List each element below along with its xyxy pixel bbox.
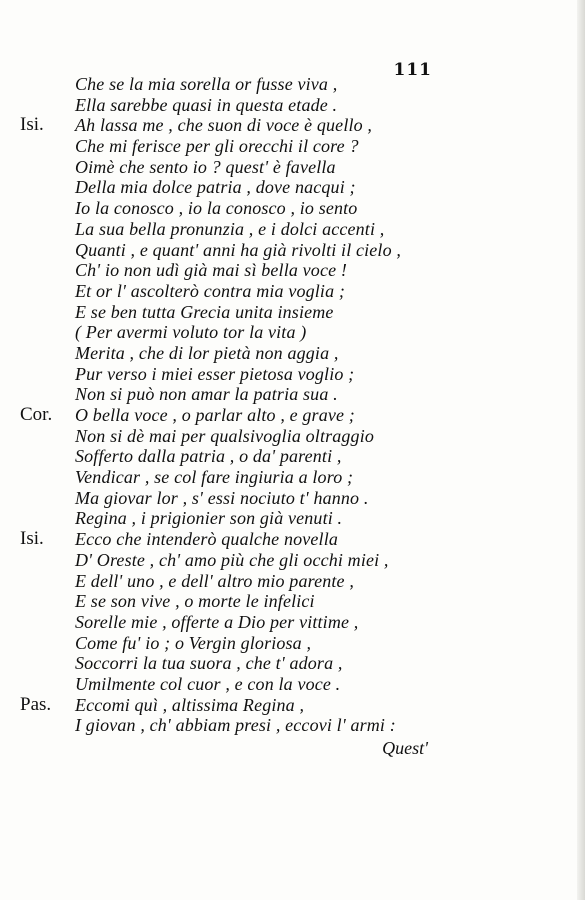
verse-text: Non si dè mai per qualsivoglia oltraggio [75, 425, 375, 446]
verse-line [20, 302, 460, 323]
verse-text: Umilmente col cuor , e con la voce . [75, 673, 341, 694]
verse-text: E se ben tutta Grecia unita insieme [75, 301, 334, 322]
verse-text: Ah lassa me , che suon di voce è quello , [75, 115, 373, 136]
verse-text: Vendicar , se col fare ingiuria a loro ; [75, 467, 354, 488]
verse-text: Ecco che intenderò qualche novella [75, 529, 338, 550]
verse-line [20, 612, 460, 633]
speaker-label: Pas. [20, 693, 52, 715]
verse-line [20, 529, 460, 550]
verse-line [20, 260, 460, 281]
verse-text: Che mi ferisce per gli orecchi il core ? [75, 136, 359, 157]
verse-line [20, 198, 460, 219]
verse-line [20, 653, 460, 674]
verse-text: Ma giovar lor , s' essi nociuto t' hanno . [75, 487, 369, 508]
verse-text: Pur verso i miei esser pietosa voglio ; [75, 363, 355, 384]
verse-text-block [20, 74, 460, 736]
verse-text: Non si può non amar la patria sua . [75, 384, 338, 405]
verse-line [20, 591, 460, 612]
verse-text: Sofferto dalla patria , o da' parenti , [75, 446, 342, 467]
page-binding-edge [577, 0, 585, 900]
verse-line [20, 177, 460, 198]
verse-text: Regina , i prigionier son già venuti . [75, 508, 343, 529]
verse-line [20, 364, 460, 385]
catchword: Quest' [382, 738, 428, 758]
verse-line [20, 426, 460, 447]
verse-text: Soccorri la tua suora , che t' adora , [75, 653, 343, 674]
verse-line [20, 343, 460, 364]
verse-line [20, 446, 460, 467]
verse-text: Sorelle mie , offerte a Dio per vittime , [75, 611, 359, 632]
page-number: 111 [393, 60, 432, 80]
verse-line [20, 157, 460, 178]
verse-text: Che se la mia sorella or fusse viva , [75, 74, 338, 94]
verse-text: Ch' io non udì già mai sì bella voce ! [75, 260, 348, 281]
verse-line [20, 674, 460, 695]
verse-line [20, 136, 460, 157]
verse-line [20, 384, 460, 405]
verse-line [20, 550, 460, 571]
verse-line [20, 115, 460, 136]
verse-line [20, 633, 460, 654]
speaker-label: Isi. [20, 114, 44, 136]
verse-text: Come fu' io ; o Vergin gloriosa , [75, 632, 312, 653]
verse-text: O bella voce , o parlar alto , e grave ; [75, 405, 355, 425]
verse-line [20, 467, 460, 488]
verse-line [20, 571, 460, 592]
verse-text: Merita , che di lor pietà non aggia , [75, 342, 339, 363]
verse-line [20, 95, 460, 116]
verse-text: E se son vive , o morte le infelici [75, 591, 315, 612]
verse-line [20, 488, 460, 509]
verse-line [20, 715, 460, 736]
speaker-label: Cor. [20, 404, 53, 425]
verse-text: E dell' uno , e dell' altro mio parente , [75, 570, 354, 591]
verse-line [20, 322, 460, 343]
verse-text: Della mia dolce patria , dove nacqui ; [75, 177, 356, 198]
verse-line [20, 219, 460, 240]
verse-line [20, 695, 460, 716]
verse-line [20, 281, 460, 302]
verse-text: La sua bella pronunzia , e i dolci accenti , [75, 218, 385, 239]
verse-text: Quanti , e quant' anni ha già rivolti il cielo , [75, 239, 402, 260]
verse-line [20, 508, 460, 529]
verse-line [20, 74, 460, 95]
verse-text: Et or l' ascolterò contra mia voglia ; [75, 280, 346, 301]
verse-text: Oimè che sento io ? quest' è favella [75, 156, 336, 177]
verse-text: Io la conosco , io la conosco , io sento [75, 198, 358, 219]
verse-text: I giovan , ch' abbiam presi , eccovi l' armi : [75, 715, 396, 736]
verse-text: Eccomi quì , altissima Regina , [75, 694, 305, 715]
verse-text: D' Oreste , ch' amo più che gli occhi miei , [75, 549, 389, 570]
verse-line [20, 240, 460, 261]
verse-text: Ella sarebbe quasi in questa etade . [75, 94, 338, 115]
verse-line [20, 405, 460, 426]
verse-text: ( Per avermi voluto tor la vita ) [75, 322, 307, 343]
speaker-label: Isi. [20, 528, 44, 550]
